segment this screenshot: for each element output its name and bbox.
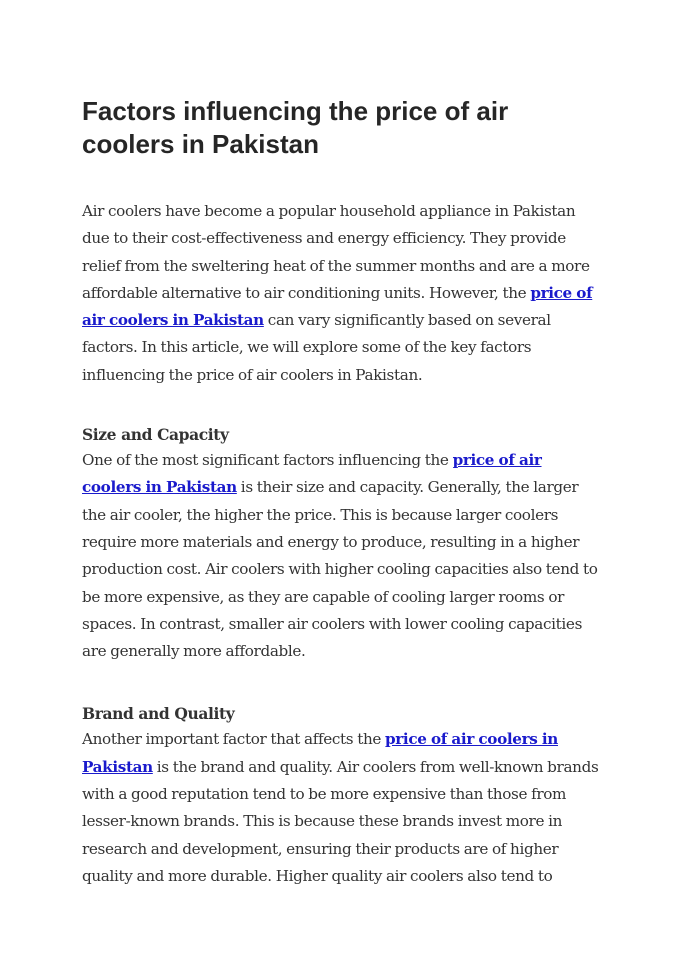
document-page bbox=[82, 95, 602, 890]
intro-text-end: can vary significantly based on several factors. In this article, we will explore some of the key factors influencing the price of air coolers in Pakistan. bbox=[82, 311, 551, 384]
section-heading-brand-quality: Brand and Quality bbox=[82, 704, 235, 724]
size-capacity-paragraph bbox=[82, 447, 602, 665]
page-title: Factors influencing the price of air coolers in Pakistan bbox=[82, 96, 509, 159]
section-heading-size-capacity: Size and Capacity bbox=[82, 425, 229, 445]
size-text-start: One of the most significant factors influencing the bbox=[82, 451, 453, 470]
price-link-intro[interactable]: price of air coolers in Pakistan bbox=[82, 283, 593, 330]
price-link-brand[interactable]: price of air coolers in Pakistan bbox=[82, 730, 558, 776]
intro-paragraph bbox=[82, 198, 602, 389]
brand-text-end: is the brand and quality. Air coolers from well-known brands with a good reputation tend to be more expensive than those from lesser-known brands. This is because these brands invest more in research and development, ensuring their products are of higher quality and more durable. Higher quality air coolers also tend to bbox=[82, 757, 599, 885]
brand-text-start: Another important factor that affects the bbox=[82, 730, 386, 749]
brand-quality-paragraph bbox=[82, 726, 602, 890]
intro-text-start: Air coolers have become a popular household appliance in Pakistan due to their cost-effectiveness and energy efficiency. They provide relief from the sweltering heat of the summer months and are a more affordable alternative to air conditioning units. However, the bbox=[82, 202, 590, 302]
price-link-size[interactable]: price of air coolers in Pakistan bbox=[82, 451, 542, 497]
size-text-end: is their size and capacity. Generally, the larger the air cooler, the higher the price. This is because larger coolers require more materials and energy to produce, resulting in a higher production cost. Air coolers with higher cooling capacities also tend to be more expensive, as they are capable of cooling larger rooms or spaces. In contrast, smaller air coolers with lower cooling capacities are generally more affordable. bbox=[82, 478, 598, 661]
